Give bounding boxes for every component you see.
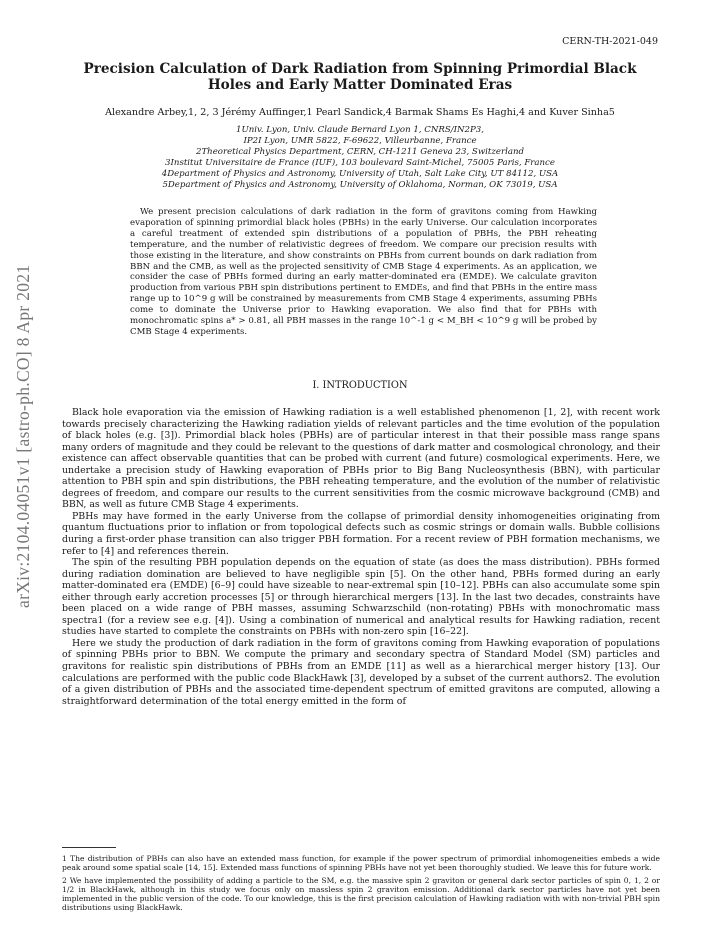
footnotes bbox=[62, 854, 660, 916]
paragraph: The spin of the resulting PBH population depends on the equation of state (as does the mass distribution). PBHs formed during radiation domination are believed to have negligible spin [5]. On the other hand, PBHs formed during an early matter-dominated era (EMDE) [6–9] could have sizeable to near-extremal spin [10–12]. PBHs can also accumulate some spin either through early accretion processes [5] or through hierarchical mergers [13]. In the last two decades, constraints have been placed on a wide range of PBH masses, assuming Schwarzschild (non-rotating) PBHs with monochromatic mass spectra1 (for a review see e.g. [4]). Using a combination of numerical and analytical results for Hawking radiation, recent studies have started to complete the constraints on PBHs with non-zero spin [16–22]. bbox=[62, 557, 660, 638]
affiliation-line: 1Univ. Lyon, Univ. Claude Bernard Lyon 1, CNRS/IN2P3, bbox=[235, 125, 484, 135]
footnote: 2 We have implemented the possibility of adding a particle to the SM, e.g. the massive spin 2 graviton or general dark sector particles of spin 0, 1, 2 or 1/2 in BlackHawk, although in this study we focus only on massless spin 2 graviton emission. Additional dark sector particles have not yet been implemented in the public version of the code. To our knowledge, this is the first precision calculation of Hawking radiation with with non-trivial PBH spin distributions using BlackHawk. bbox=[62, 875, 660, 913]
affiliation-line: 2Theoretical Physics Department, CERN, CH-1211 Geneva 23, Switzerland bbox=[195, 146, 525, 157]
affiliations bbox=[70, 125, 650, 190]
paragraph: PBHs may have formed in the early Universe from the collapse of primordial density inhomogeneities originating from quantum fluctuations prior to inflation or from topological defects such as cosmic strings or domain walls. Bubble collisions during a first-order phase transition can also trigger PBH formation. For a recent review of PBH formation mechanisms, we refer to [4] and references therein. bbox=[62, 510, 660, 557]
body-text bbox=[62, 407, 660, 707]
author-list: Alexandre Arbey,1, 2, 3 Jérémy Auffinger,1 Pearl Sandick,4 Barmak Shams Es Haghi,4 and Kuver Sinha5 bbox=[105, 107, 615, 118]
affiliation-line: IP2I Lyon, UMR 5822, F-69622, Villeurbanne, France bbox=[243, 135, 477, 146]
arxiv-stamp[interactable]: arXiv:2104.04051v1 [astro-ph.CO] 8 Apr 2021 bbox=[13, 264, 33, 608]
abstract: We present precision calculations of dark radiation in the form of gravitons coming from Hawking evaporation of spinning primordial black holes (PBHs) in the early Universe. Our calculation incorporates a careful treatment of extended spin distributions of a population of PBHs, the PBH reheating temperature, and the number of relativistic degrees of freedom. We compare our precision results with those existing in the literature, and show constraints on PBHs from current bounds on dark radiation from BBN and the CMB, as well as the projected sensitivity of CMB Stage 4 experiments. As an application, we consider the case of PBHs formed during an early matter-dominated era (EMDE). We calculate graviton production from various PBH spin distributions pertinent to EMDEs, and find that PBHs in the entire mass range up to 10^9 g will be constrained by measurements from CMB Stage 4 experiments, assuming PBHs come to dominate the Universe prior to Hawking evaporation. We also find that for PBHs with monochromatic spins a* > 0.81, all PBH masses in the range 10^-1 g < M_BH < 10^9 g will be probed by CMB Stage 4 experiments. bbox=[130, 207, 597, 337]
affiliation-line: 3Institut Universitaire de France (IUF), 103 boulevard Saint-Michel, 75005 Paris, France bbox=[165, 157, 555, 168]
paragraph: Here we study the production of dark radiation in the form of gravitons coming from Hawking evaporation of populations of spinning PBHs prior to BBN. We compute the primary and secondary spectra of Standard Model (SM) particles and gravitons for realistic spin distributions of PBHs from an EMDE [11] as well as a hierarchical merger history [13]. Our calculations are performed with the public code BlackHawk [3], developed by a subset of the current authors2. The evolution of a given distribution of PBHs and the associated time-dependent spectrum of emitted gravitons are computed, allowing a straightforward determination of the total energy emitted in the form of bbox=[62, 637, 660, 707]
paper-title: Precision Calculation of Dark Radiation from Spinning Primordial Black Holes and Early Matter Dominated Eras bbox=[83, 61, 637, 93]
report-number: CERN-TH-2021-049 bbox=[562, 36, 658, 47]
paragraph: Black hole evaporation via the emission of Hawking radiation is a well established phenomenon [1, 2], with recent work towards precisely characterizing the Hawking radiation yields of relevant particles and the time evolution of the population of black holes (e.g. [3]). Primordial black holes (PBHs) are of particular interest in that their possible mass range spans many orders of magnitude and they could be relevant to the questions of dark matter and cosmological chronology, and their existence can affect observable quantities that can be probed with current (and future) cosmological experiments. Here, we undertake a precision study of Hawking evaporation of PBHs prior to Big Bang Nucleosynthesis (BBN), with particular attention to PBH spin and spin distributions, the PBH reheating temperature, and the evolution of the number of relativistic degrees of freedom, and compare our results to the current sensitivities from the cosmic microwave background (CMB) and BBN, as well as future CMB Stage 4 experiments. bbox=[62, 407, 660, 511]
footnote-rule bbox=[62, 847, 116, 848]
footnote: 1 The distribution of PBHs can also have an extended mass function, for example if the power spectrum of primordial inhomogeneities embeds a wide peak around some spatial scale [14, 15]. Extended mass functions of spinning PBHs have not yet been thoroughly studied. We leave this for future work. bbox=[62, 854, 660, 873]
affiliation-line: 5Department of Physics and Astronomy, University of Oklahoma, Norman, OK 73019, USA bbox=[162, 179, 558, 190]
affiliation-line: 4Department of Physics and Astronomy, University of Utah, Salt Lake City, UT 84112, USA bbox=[161, 168, 559, 179]
section-heading: I. INTRODUCTION bbox=[312, 380, 408, 391]
